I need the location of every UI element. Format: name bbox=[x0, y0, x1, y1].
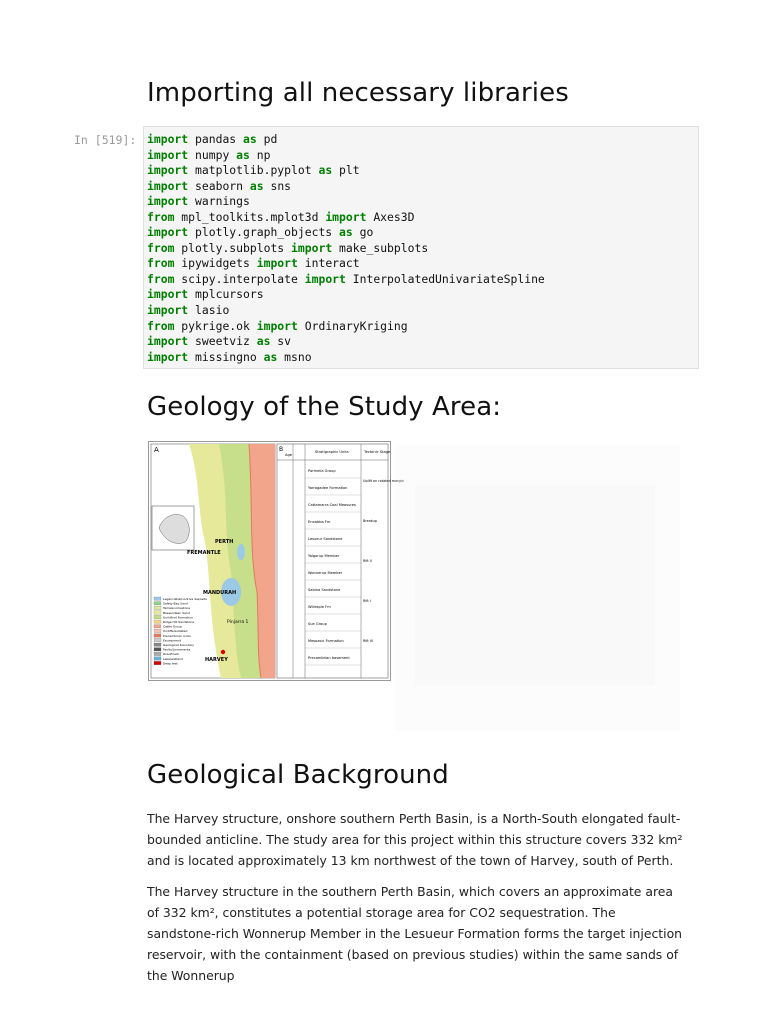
code-keyword: import bbox=[147, 303, 189, 318]
panel-b-label: B bbox=[279, 446, 284, 453]
code-keyword: import bbox=[147, 194, 189, 209]
code-text: plt bbox=[332, 163, 360, 178]
code-keyword: from bbox=[147, 318, 175, 333]
code-keyword: import bbox=[147, 349, 189, 364]
formation-label: Mesozoic Formation bbox=[308, 639, 344, 643]
code-keyword: as bbox=[249, 178, 264, 193]
legend-swatch bbox=[154, 634, 161, 637]
code-text: Axes3D bbox=[366, 209, 415, 224]
code-text: sns bbox=[263, 178, 292, 193]
formation-label: Wonnerup Member bbox=[308, 571, 343, 575]
tectonic-stage-label: Rift III bbox=[363, 639, 373, 643]
code-keyword: as bbox=[263, 349, 278, 364]
wetland-area bbox=[237, 544, 245, 560]
legend-label: Escarpment bbox=[163, 638, 181, 643]
code-text: seaborn bbox=[188, 178, 250, 193]
legend-swatch bbox=[154, 620, 161, 623]
section-heading-geological-background: Geological Background bbox=[147, 760, 449, 790]
legend-swatch bbox=[154, 638, 161, 641]
town-label: MANDURAH bbox=[203, 590, 237, 596]
tectonic-stage-label: Rift I bbox=[363, 599, 371, 603]
legend-label: Lake/wetland bbox=[163, 656, 183, 661]
faded-figure-background bbox=[395, 445, 680, 730]
formation-label: Yarragadee Formation bbox=[308, 486, 348, 490]
code-text: sv bbox=[270, 334, 292, 349]
town-label: HARVEY bbox=[205, 657, 228, 663]
code-text: missingno bbox=[188, 349, 264, 364]
code-keyword: import bbox=[147, 225, 189, 240]
code-keyword: import bbox=[291, 240, 333, 255]
column-header: Stratigraphic Units bbox=[315, 450, 349, 454]
code-text: warnings bbox=[188, 194, 250, 209]
code-line bbox=[147, 132, 277, 146]
code-line bbox=[147, 272, 545, 286]
code-keyword: as bbox=[256, 334, 271, 349]
code-text: ipywidgets bbox=[174, 256, 257, 271]
code-keyword: as bbox=[339, 225, 353, 240]
code-keyword: import bbox=[147, 287, 189, 302]
code-line bbox=[147, 303, 229, 317]
code-keyword: from bbox=[147, 240, 175, 255]
code-text: np bbox=[249, 147, 271, 162]
formation-label: Willespie Fm bbox=[308, 605, 331, 609]
code-keyword: import bbox=[147, 163, 189, 178]
code-keyword: import bbox=[256, 256, 298, 271]
code-line bbox=[147, 210, 414, 224]
code-text: plotly.subplots bbox=[174, 240, 292, 255]
legend-label: Deep test bbox=[163, 661, 178, 666]
geology-map-figure bbox=[148, 441, 404, 681]
code-cell[interactable] bbox=[143, 126, 699, 369]
town-label: PERTH bbox=[215, 539, 234, 545]
code-line bbox=[147, 241, 428, 255]
code-keyword: import bbox=[325, 209, 367, 224]
legend-label: Bassendean Sand bbox=[163, 610, 190, 615]
code-line bbox=[147, 334, 291, 348]
code-line bbox=[147, 179, 291, 193]
code-text: msno bbox=[277, 349, 312, 364]
code-keyword: from bbox=[147, 209, 175, 224]
column-header: Tectonic Stage bbox=[364, 450, 391, 454]
formation-label: Yalgorup Member bbox=[308, 554, 340, 558]
code-keyword: import bbox=[147, 334, 189, 349]
code-text: pd bbox=[256, 132, 278, 146]
code-line bbox=[147, 319, 408, 333]
legend-label: Road/track bbox=[163, 652, 180, 657]
legend-label: Guildford Formation bbox=[163, 615, 193, 620]
well-label: Pinjarra 1 bbox=[227, 620, 249, 625]
code-keyword: as bbox=[236, 147, 250, 162]
code-keyword: as bbox=[243, 132, 257, 146]
code-text: InterpolatedUnivariateSpline bbox=[345, 271, 545, 286]
code-text: matplotlib.pyplot bbox=[188, 163, 319, 178]
code-line bbox=[147, 194, 250, 208]
code-line bbox=[147, 287, 264, 301]
code-keyword: import bbox=[147, 147, 189, 162]
section-heading-geology-study-area: Geology of the Study Area: bbox=[147, 392, 502, 422]
code-keyword: from bbox=[147, 271, 175, 286]
code-line bbox=[147, 163, 360, 177]
code-line bbox=[147, 256, 360, 270]
legend-swatch bbox=[154, 597, 161, 600]
code-keyword: import bbox=[147, 132, 189, 146]
code-text: mplcursors bbox=[188, 287, 264, 302]
tectonic-stage-label: Rift II bbox=[363, 559, 372, 563]
legend-label: Safety Bay Sand bbox=[163, 601, 188, 606]
code-text: pykrige.ok bbox=[174, 318, 257, 333]
legend-swatch bbox=[154, 606, 161, 609]
legend-swatch bbox=[154, 611, 161, 614]
code-text: interact bbox=[297, 256, 360, 271]
legend-swatch bbox=[154, 661, 161, 664]
cell-prompt: In [519]: bbox=[74, 133, 137, 147]
code-text: pandas bbox=[188, 132, 244, 146]
legend-swatch bbox=[154, 625, 161, 628]
legend-swatch bbox=[154, 657, 161, 660]
panel-a-label: A bbox=[154, 446, 159, 454]
formation-label: Cattamarra Coal Measures bbox=[308, 503, 356, 507]
code-text: numpy bbox=[188, 147, 237, 162]
code-keyword: import bbox=[256, 318, 298, 333]
town-label: FREMANTLE bbox=[187, 550, 221, 556]
formation-label: Lesueur Sandstone bbox=[308, 537, 343, 541]
code-text: mpl_toolkits.mplot3d bbox=[174, 209, 326, 224]
legend-label: Ridge Hill Sandstone bbox=[163, 620, 195, 624]
section-heading-importing-libraries: Importing all necessary libraries bbox=[147, 78, 569, 108]
formation-label: Eneabba Fm bbox=[308, 520, 331, 524]
legend-label: Precambrian rocks bbox=[163, 633, 191, 638]
legend-label: Undifferentiated bbox=[163, 629, 188, 634]
formation-label: Precambrian basement bbox=[308, 656, 350, 660]
column-header: Age bbox=[285, 453, 292, 457]
code-text: lasio bbox=[188, 303, 230, 318]
code-line bbox=[147, 225, 373, 239]
code-keyword: import bbox=[147, 178, 189, 193]
code-text: scipy.interpolate bbox=[174, 271, 305, 286]
legend-label: Leganclatia/Liodrive deposits bbox=[163, 597, 207, 601]
tectonic-stage-label: Uplift on rotated margin bbox=[363, 479, 404, 483]
code-text: make_subplots bbox=[332, 240, 429, 255]
code-line bbox=[147, 350, 312, 364]
code-keyword: import bbox=[304, 271, 346, 286]
code-keyword: from bbox=[147, 256, 175, 271]
legend-label: Geological boundary bbox=[163, 643, 194, 647]
formation-label: Parmelia Group bbox=[308, 469, 336, 473]
legend-swatch bbox=[154, 615, 161, 618]
legend-swatch bbox=[154, 629, 161, 632]
study-area-marker bbox=[221, 650, 225, 654]
code-text: sweetviz bbox=[188, 334, 257, 349]
code-text: OrdinaryKriging bbox=[297, 318, 408, 333]
paragraph-storage-area: The Harvey structure in the southern Perth Basin, which covers an approximate area of 332 km², constitutes a potential storage area for CO2 sequestration. The sandstone-rich Wonnerup Member in the Lesueur Formation forms the target injection reservoir, with the containment (based on previous studies) within the same sands of the Wonnerup bbox=[147, 884, 683, 983]
legend-label: Tamala Limestone bbox=[163, 606, 191, 611]
formation-label: Sue Group bbox=[308, 622, 327, 626]
code-keyword: as bbox=[318, 163, 333, 178]
code-text: go bbox=[352, 225, 374, 240]
legend-swatch bbox=[154, 602, 161, 605]
tectonic-stage-label: Breakup bbox=[363, 519, 377, 523]
legend-swatch bbox=[154, 643, 161, 646]
paragraph-harvey-structure: The Harvey structure, onshore southern Perth Basin, is a North-South elongated fault-bounded anticline. The study area for this project within this structure covers 332 km² and is located approximately 13 km northwest of the town of Harvey, south of Perth. bbox=[147, 811, 683, 868]
formation-label: Sabina Sandstone bbox=[308, 588, 341, 592]
legend-label: Faults/Lineaments bbox=[163, 647, 191, 652]
legend-label: Cattle Group bbox=[163, 624, 183, 629]
code-line bbox=[147, 148, 270, 162]
code-text: plotly.graph_objects bbox=[188, 225, 340, 240]
code-editor[interactable] bbox=[147, 132, 545, 365]
legend-swatch bbox=[154, 652, 161, 655]
legend-swatch bbox=[154, 648, 161, 651]
